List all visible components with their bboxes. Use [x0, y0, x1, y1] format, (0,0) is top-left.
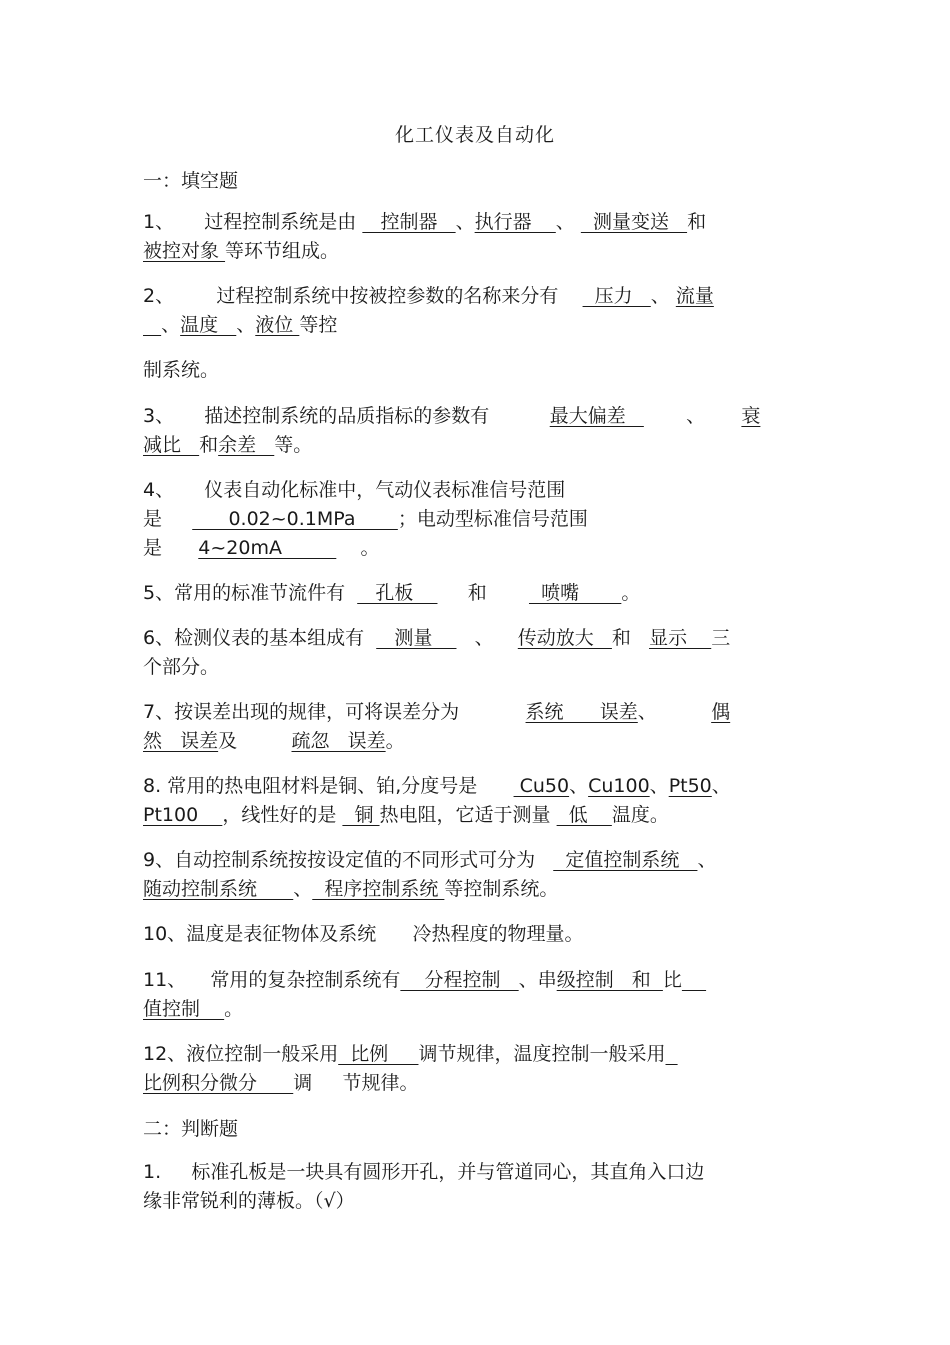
separator: 、: [686, 405, 706, 427]
question-text: 常用的复杂控制系统有: [210, 969, 401, 991]
question-5: [143, 579, 805, 608]
answer-blank: 显示: [649, 627, 712, 649]
question-4: [143, 476, 805, 563]
question-text: 常用的标准节流件有: [174, 582, 346, 604]
answer-blank: [666, 1043, 678, 1065]
page-title: 化工仪表及自动化: [394, 124, 555, 146]
question-text: 温度是表征物体及系统: [186, 923, 377, 945]
question-text: 温度。: [611, 804, 669, 826]
question-text: 自动控制系统按按设定值的不同形式可分为: [174, 849, 536, 871]
separator: 、: [293, 878, 313, 900]
answer-blank: 级控制 和: [556, 969, 663, 991]
answer-blank: 值控制: [143, 998, 225, 1020]
question-7: [143, 698, 805, 756]
separator: 、: [455, 211, 475, 233]
question-text: 调节规律，温度控制一般采用: [418, 1043, 666, 1065]
answer-blank: 0.02~0.1MPa: [192, 508, 398, 530]
answer-blank: 低: [556, 804, 612, 826]
answer-blank: 温度: [180, 314, 237, 336]
separator: 、: [357, 775, 377, 797]
question-text: 铂: [376, 775, 396, 797]
question-text: 。: [621, 582, 641, 604]
question-text: 等控: [299, 314, 338, 336]
question-text: 仪表自动化标准中，气动仪表标准信号范围: [204, 479, 566, 501]
answer-blank: 系统 误差: [525, 701, 638, 723]
question-text: 和: [687, 211, 707, 233]
question-number: 10、: [143, 923, 187, 945]
answer-blank: 被控对象: [143, 240, 226, 262]
question-text: 和: [199, 434, 219, 456]
answer-blank: 减比: [143, 434, 200, 456]
answer-blank: 疏忽 误差: [291, 730, 386, 752]
question-number: 9、: [143, 849, 175, 871]
question-text: 检测仪表的基本组成有: [174, 627, 365, 649]
answer-blank: 比例积分微分: [143, 1072, 294, 1094]
question-number: 6、: [143, 627, 175, 649]
separator: 、: [711, 775, 731, 797]
question-number: 5、: [143, 582, 175, 604]
answer-blank: Pt50: [668, 775, 712, 797]
question-9: [143, 846, 805, 904]
answer-blank: 孔板: [357, 582, 438, 604]
answer-blank: [143, 314, 161, 336]
separator: ,: [395, 775, 402, 797]
question-text: 比: [662, 969, 682, 991]
question-1: [143, 208, 805, 266]
answer-blank: 测量: [376, 627, 457, 649]
question-6: [143, 624, 805, 682]
question-number: 11、: [143, 969, 187, 991]
question-text: 个部分。: [143, 656, 220, 678]
judgment-1: [143, 1158, 805, 1216]
question-2: [143, 282, 805, 340]
question-text: 冷热程度的物理量。: [412, 923, 584, 945]
question-text: 过程控制系统中按被控参数的名称来分有: [216, 285, 559, 307]
answer-blank: 液位: [255, 314, 300, 336]
section-heading-fill-in: 一：填空题: [143, 170, 239, 192]
question-text: 热电阻，它适于测量: [379, 804, 551, 826]
question-number: 3、: [143, 405, 175, 427]
question-text: 和: [611, 627, 631, 649]
question-number: 2、: [143, 285, 175, 307]
question-number: 7、: [143, 701, 175, 723]
question-text: 按误差出现的规律，可将误差分为: [174, 701, 460, 723]
question-number: 8.: [143, 775, 162, 797]
question-number: 4、: [143, 479, 175, 501]
answer-blank: 定值控制系统: [553, 849, 698, 871]
question-10: [143, 920, 805, 949]
separator: 、: [650, 285, 670, 307]
question-3: [143, 402, 805, 460]
answer-blank: 余差: [218, 434, 275, 456]
question-text: 是: [143, 537, 163, 559]
answer-blank: 分程控制: [400, 969, 519, 991]
question-text: ，线性好的是: [222, 804, 337, 826]
question-12: [143, 1040, 805, 1098]
question-text: 标准孔板是一块具有圆形开孔，并与管道同心，其直角入口边: [191, 1161, 705, 1183]
question-number: 12、: [143, 1043, 187, 1065]
separator: 、: [569, 775, 589, 797]
question-text: 常用的热电阻材料是铜: [167, 775, 358, 797]
separator: 、: [649, 775, 669, 797]
question-text: ；电动型标准信号范围: [397, 508, 588, 530]
answer-blank: 流量: [675, 285, 714, 307]
question-text: 。: [224, 998, 244, 1020]
question-text: 。: [385, 730, 405, 752]
question-text: 过程控制系统是由: [204, 211, 357, 233]
question-text: 和: [467, 582, 487, 604]
question-number: 1、: [143, 211, 175, 233]
answer-blank: Pt100: [143, 804, 223, 826]
question-11: [143, 966, 805, 1024]
answer-blank: 程序控制系统: [312, 878, 445, 900]
answer-blank: 4~20mA: [198, 537, 337, 559]
section-heading-true-false: 二：判断题: [143, 1118, 239, 1140]
separator: 、: [474, 627, 494, 649]
separator: 、: [637, 701, 657, 723]
question-8: [143, 772, 805, 830]
question-2-continued: [143, 356, 805, 385]
answer-blank: 偶: [711, 701, 731, 723]
answer-blank: 随动控制系统: [143, 878, 294, 900]
answer-blank: Cu100: [588, 775, 650, 797]
question-text: 制系统。: [143, 359, 220, 381]
separator: 、: [518, 969, 538, 991]
question-text: 等环节组成。: [225, 240, 340, 262]
question-text: 及: [218, 730, 238, 752]
question-number: 1.: [143, 1161, 162, 1183]
question-text: 。: [360, 537, 380, 559]
separator: 、: [697, 849, 717, 871]
answer-blank: 执行器: [474, 211, 556, 233]
answer-blank: 控制器: [362, 211, 456, 233]
answer-blank: 传动放大: [517, 627, 612, 649]
answer-blank: 压力: [582, 285, 651, 307]
answer-blank: 铜: [342, 804, 380, 826]
question-text: 等控制系统。: [444, 878, 559, 900]
question-text: 是: [143, 508, 163, 530]
answer-blank: 测量变送: [580, 211, 688, 233]
question-text: 描述控制系统的品质指标的参数有: [204, 405, 490, 427]
answer-blank: [682, 969, 706, 991]
separator: 、: [555, 211, 575, 233]
question-text: 分度号是: [401, 775, 478, 797]
question-text: 三: [711, 627, 731, 649]
question-text: 串: [537, 969, 557, 991]
answer-blank: 最大偏差: [549, 405, 644, 427]
separator: 、: [161, 314, 181, 336]
question-text: 调: [293, 1072, 313, 1094]
answer-blank: 喷嘴: [528, 582, 622, 604]
question-text: 节规律。: [342, 1072, 419, 1094]
answer-blank: 然 误差: [143, 730, 219, 752]
separator: 、: [236, 314, 256, 336]
question-text: 缘非常锐利的薄板。（√）: [143, 1190, 355, 1212]
question-text: 液位控制一般采用: [186, 1043, 339, 1065]
answer-blank: 衰: [741, 405, 761, 427]
answer-blank: Cu50: [513, 775, 570, 797]
answer-blank: 比例: [338, 1043, 419, 1065]
question-text: 等。: [274, 434, 313, 456]
